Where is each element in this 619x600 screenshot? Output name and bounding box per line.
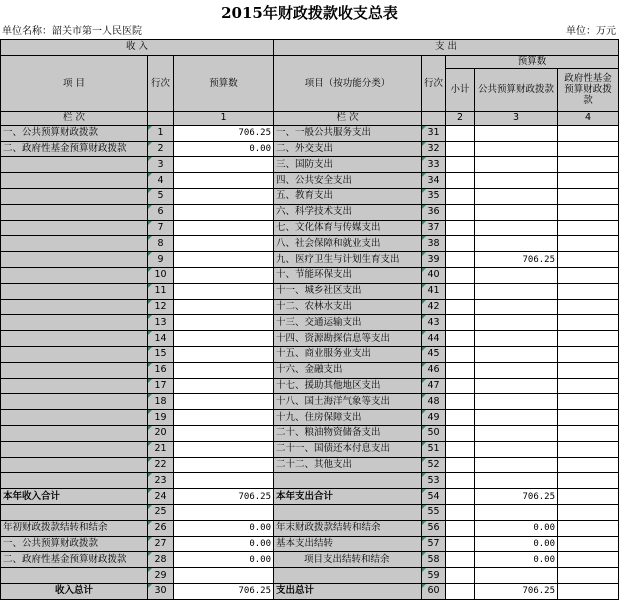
table-row <box>1 204 619 220</box>
income-budget-cell <box>174 220 274 236</box>
gov-fund-cell <box>558 457 619 473</box>
income-item-cell <box>1 157 148 173</box>
gov-fund-cell <box>558 346 619 362</box>
income-item-cell <box>1 394 148 410</box>
gov-fund-cell <box>558 299 619 315</box>
expense-item-cell: 项目支出结转和结余 <box>274 552 422 568</box>
col-number-4: 4 <box>558 111 619 125</box>
income-budget-cell: 706.25 <box>174 583 274 599</box>
income-item-cell <box>1 204 148 220</box>
table-row <box>1 473 619 489</box>
income-budget-cell <box>174 362 274 378</box>
gov-fund-cell <box>558 267 619 283</box>
expense-seq-cell: 48 <box>422 394 446 410</box>
income-seq-cell: 11 <box>148 283 174 299</box>
subtotal-cell <box>446 283 475 299</box>
budget-group-header: 预算数 <box>446 55 619 68</box>
expense-seq-cell: 37 <box>422 220 446 236</box>
income-budget-cell <box>174 283 274 299</box>
expense-item-cell: 二十、粮油物资储备支出 <box>274 425 422 441</box>
table-row <box>1 520 619 536</box>
expense-item-cell: 年末财政拨款结转和结余 <box>274 520 422 536</box>
public-budget-cell <box>475 267 558 283</box>
public-budget-cell <box>475 394 558 410</box>
expense-seq-cell: 44 <box>422 331 446 347</box>
expense-item-cell: 十九、住房保障支出 <box>274 410 422 426</box>
income-item-header: 项 目 <box>1 55 148 111</box>
income-item-cell <box>1 267 148 283</box>
income-budget-cell <box>174 473 274 489</box>
col-label-income: 栏 次 <box>1 111 148 125</box>
income-seq-cell: 18 <box>148 394 174 410</box>
income-budget-cell <box>174 394 274 410</box>
table-row <box>1 173 619 189</box>
income-budget-cell <box>174 441 274 457</box>
gov-fund-cell <box>558 204 619 220</box>
expense-seq-header: 行次 <box>422 55 446 111</box>
income-budget-cell: 0.00 <box>174 520 274 536</box>
income-item-cell: 本年收入合计 <box>1 489 148 505</box>
public-budget-cell <box>475 236 558 252</box>
expense-seq-cell: 46 <box>422 362 446 378</box>
expense-item-cell: 十六、金融支出 <box>274 362 422 378</box>
income-seq-cell: 15 <box>148 346 174 362</box>
expense-item-cell: 九、医疗卫生与计划生育支出 <box>274 252 422 268</box>
public-budget-cell <box>475 346 558 362</box>
expense-seq-cell: 53 <box>422 473 446 489</box>
expense-item-cell: 三、国防支出 <box>274 157 422 173</box>
expense-seq-cell: 42 <box>422 299 446 315</box>
expense-seq-cell: 47 <box>422 378 446 394</box>
public-budget-cell <box>475 315 558 331</box>
income-budget-cell <box>174 267 274 283</box>
income-seq-cell: 14 <box>148 331 174 347</box>
public-budget-cell: 0.00 <box>475 520 558 536</box>
income-budget-cell <box>174 252 274 268</box>
public-budget-cell <box>475 141 558 157</box>
table-row <box>1 331 619 347</box>
gov-fund-cell <box>558 536 619 552</box>
income-budget-cell <box>174 204 274 220</box>
income-budget-cell <box>174 568 274 584</box>
income-item-cell: 年初财政拨款结转和结余 <box>1 520 148 536</box>
table-row <box>1 536 619 552</box>
income-budget-cell <box>174 315 274 331</box>
subtotal-cell <box>446 473 475 489</box>
col-number-2: 2 <box>446 111 475 125</box>
expense-seq-cell: 43 <box>422 315 446 331</box>
expense-item-cell <box>274 504 422 520</box>
subtotal-cell <box>446 173 475 189</box>
income-seq-cell: 24 <box>148 489 174 505</box>
table-row <box>1 425 619 441</box>
income-item-cell <box>1 173 148 189</box>
income-item-cell <box>1 283 148 299</box>
subtotal-cell <box>446 410 475 426</box>
gov-fund-cell <box>558 315 619 331</box>
subtotal-cell <box>446 378 475 394</box>
gov-fund-cell <box>558 568 619 584</box>
income-item-cell: 二、政府性基金预算财政拨款 <box>1 552 148 568</box>
income-seq-cell: 12 <box>148 299 174 315</box>
income-budget-cell <box>174 457 274 473</box>
gov-fund-cell <box>558 441 619 457</box>
expense-item-cell: 四、公共安全支出 <box>274 173 422 189</box>
income-seq-cell: 7 <box>148 220 174 236</box>
public-budget-cell <box>475 173 558 189</box>
report-title: 2015年财政拨款收支总表 <box>221 4 398 22</box>
table-row <box>1 267 619 283</box>
table-row <box>1 378 619 394</box>
expense-item-cell: 八、社会保障和就业支出 <box>274 236 422 252</box>
income-seq-cell: 22 <box>148 457 174 473</box>
income-budget-cell <box>174 346 274 362</box>
income-item-cell <box>1 568 148 584</box>
expense-item-cell: 六、科学技术支出 <box>274 204 422 220</box>
income-seq-cell: 9 <box>148 252 174 268</box>
income-item-cell: 二、政府性基金预算财政拨款 <box>1 141 148 157</box>
income-seq-cell: 29 <box>148 568 174 584</box>
public-budget-cell <box>475 568 558 584</box>
expense-seq-cell: 45 <box>422 346 446 362</box>
subtotal-cell <box>446 236 475 252</box>
income-seq-cell: 6 <box>148 204 174 220</box>
public-budget-cell <box>475 283 558 299</box>
subtotal-cell <box>446 188 475 204</box>
income-item-cell <box>1 346 148 362</box>
income-budget-cell <box>174 331 274 347</box>
col-number-1: 1 <box>174 111 274 125</box>
expense-item-cell: 一、一般公共服务支出 <box>274 125 422 141</box>
gov-fund-cell <box>558 425 619 441</box>
col-number-3: 3 <box>475 111 558 125</box>
budget-table <box>0 39 619 600</box>
income-seq-cell: 20 <box>148 425 174 441</box>
gov-fund-cell <box>558 125 619 141</box>
income-seq-cell: 26 <box>148 520 174 536</box>
public-budget-cell <box>475 473 558 489</box>
public-budget-cell: 706.25 <box>475 489 558 505</box>
public-budget-cell <box>475 125 558 141</box>
table-row <box>1 489 619 505</box>
income-item-cell <box>1 457 148 473</box>
table-row <box>1 346 619 362</box>
expense-item-cell: 十八、国土海洋气象等支出 <box>274 394 422 410</box>
subtotal-cell <box>446 362 475 378</box>
gov-fund-cell <box>558 236 619 252</box>
expense-seq-cell: 36 <box>422 204 446 220</box>
gov-fund-cell <box>558 394 619 410</box>
income-item-cell: 收入总计 <box>1 583 148 599</box>
gov-fund-cell <box>558 378 619 394</box>
income-budget-cell: 0.00 <box>174 552 274 568</box>
expense-seq-cell: 41 <box>422 283 446 299</box>
gov-fund-header: 政府性基金预算财政拨款 <box>558 68 619 111</box>
income-seq-cell: 27 <box>148 536 174 552</box>
expense-seq-cell: 51 <box>422 441 446 457</box>
expense-seq-cell: 59 <box>422 568 446 584</box>
expense-item-cell: 基本支出结转 <box>274 536 422 552</box>
subtotal-cell <box>446 552 475 568</box>
income-item-cell <box>1 410 148 426</box>
gov-fund-cell <box>558 520 619 536</box>
expense-seq-cell: 54 <box>422 489 446 505</box>
income-seq-cell: 23 <box>148 473 174 489</box>
expense-item-cell: 十三、交通运输支出 <box>274 315 422 331</box>
expense-seq-cell: 31 <box>422 125 446 141</box>
subtotal-cell <box>446 489 475 505</box>
table-row <box>1 394 619 410</box>
subtotal-cell <box>446 204 475 220</box>
subtotal-cell <box>446 252 475 268</box>
table-row <box>1 220 619 236</box>
expense-item-cell: 二十二、其他支出 <box>274 457 422 473</box>
public-budget-cell: 706.25 <box>475 252 558 268</box>
expense-item-cell: 二、外交支出 <box>274 141 422 157</box>
income-item-cell <box>1 504 148 520</box>
gov-fund-cell <box>558 489 619 505</box>
public-budget-cell: 706.25 <box>475 583 558 599</box>
income-item-cell <box>1 252 148 268</box>
table-row <box>1 157 619 173</box>
subtotal-cell <box>446 346 475 362</box>
income-seq-header: 行次 <box>148 55 174 111</box>
subtotal-cell <box>446 536 475 552</box>
public-budget-cell: 0.00 <box>475 536 558 552</box>
income-seq-cell: 30 <box>148 583 174 599</box>
expense-item-cell: 十七、援助其他地区支出 <box>274 378 422 394</box>
expense-seq-cell: 32 <box>422 141 446 157</box>
income-item-cell <box>1 236 148 252</box>
gov-fund-cell <box>558 473 619 489</box>
public-budget-cell <box>475 362 558 378</box>
income-header: 收 入 <box>1 40 274 56</box>
gov-fund-cell <box>558 141 619 157</box>
income-budget-cell: 706.25 <box>174 125 274 141</box>
income-budget-cell <box>174 410 274 426</box>
expense-seq-cell: 40 <box>422 267 446 283</box>
income-budget-cell <box>174 504 274 520</box>
subtotal-cell <box>446 568 475 584</box>
public-budget-cell <box>475 410 558 426</box>
table-row <box>1 457 619 473</box>
table-row <box>1 315 619 331</box>
expense-item-cell: 十二、农林水支出 <box>274 299 422 315</box>
income-item-cell <box>1 425 148 441</box>
income-budget-cell: 706.25 <box>174 489 274 505</box>
subtotal-cell <box>446 425 475 441</box>
income-seq-cell: 25 <box>148 504 174 520</box>
public-budget-cell <box>475 299 558 315</box>
public-budget-cell <box>475 425 558 441</box>
gov-fund-cell <box>558 252 619 268</box>
expense-seq-cell: 33 <box>422 157 446 173</box>
expense-item-cell: 十五、商业服务业支出 <box>274 346 422 362</box>
table-row <box>1 236 619 252</box>
gov-fund-cell <box>558 504 619 520</box>
income-seq-cell: 13 <box>148 315 174 331</box>
public-budget-cell <box>475 204 558 220</box>
subtotal-cell <box>446 315 475 331</box>
expense-item-cell: 十四、资源勘探信息等支出 <box>274 331 422 347</box>
income-item-cell <box>1 315 148 331</box>
income-budget-cell <box>174 299 274 315</box>
expense-seq-cell: 57 <box>422 536 446 552</box>
income-item-cell <box>1 362 148 378</box>
income-seq-cell: 5 <box>148 188 174 204</box>
public-budget-cell <box>475 441 558 457</box>
expense-item-cell: 支出总计 <box>274 583 422 599</box>
table-row <box>1 441 619 457</box>
income-budget-cell <box>174 425 274 441</box>
income-seq-cell: 4 <box>148 173 174 189</box>
expense-item-cell: 七、文化体育与传媒支出 <box>274 220 422 236</box>
subtotal-cell <box>446 141 475 157</box>
col-label-income-seq <box>148 111 174 125</box>
expense-item-cell: 本年支出合计 <box>274 489 422 505</box>
income-seq-cell: 21 <box>148 441 174 457</box>
gov-fund-cell <box>558 583 619 599</box>
income-item-cell <box>1 473 148 489</box>
public-budget-cell <box>475 331 558 347</box>
col-label-expense: 栏 次 <box>274 111 422 125</box>
expense-item-cell <box>274 473 422 489</box>
expense-seq-cell: 39 <box>422 252 446 268</box>
income-item-cell <box>1 378 148 394</box>
income-item-cell <box>1 188 148 204</box>
expense-seq-cell: 52 <box>422 457 446 473</box>
expense-header: 支 出 <box>274 40 619 56</box>
expense-item-cell: 二十一、国债还本付息支出 <box>274 441 422 457</box>
table-row <box>1 125 619 141</box>
subtotal-cell <box>446 504 475 520</box>
subtotal-cell <box>446 299 475 315</box>
col-label-expense-seq <box>422 111 446 125</box>
subtotal-cell <box>446 331 475 347</box>
table-row <box>1 188 619 204</box>
public-budget-cell <box>475 188 558 204</box>
subtotal-cell <box>446 394 475 410</box>
expense-seq-cell: 56 <box>422 520 446 536</box>
income-budget-cell: 0.00 <box>174 536 274 552</box>
expense-seq-cell: 58 <box>422 552 446 568</box>
income-seq-cell: 3 <box>148 157 174 173</box>
income-seq-cell: 17 <box>148 378 174 394</box>
public-budget-cell: 0.00 <box>475 552 558 568</box>
income-item-cell <box>1 441 148 457</box>
income-seq-cell: 10 <box>148 267 174 283</box>
expense-item-header: 项目（按功能分类） <box>274 55 422 111</box>
public-budget-cell <box>475 457 558 473</box>
income-seq-cell: 1 <box>148 125 174 141</box>
income-budget-cell <box>174 378 274 394</box>
subtotal-cell <box>446 457 475 473</box>
expense-item-cell: 十一、城乡社区支出 <box>274 283 422 299</box>
gov-fund-cell <box>558 283 619 299</box>
income-seq-cell: 19 <box>148 410 174 426</box>
subtotal-cell <box>446 441 475 457</box>
org-name: 单位名称：韶关市第一人民医院 <box>2 26 142 37</box>
expense-item-cell: 五、教育支出 <box>274 188 422 204</box>
subtotal-header: 小计 <box>446 68 475 111</box>
income-item-cell <box>1 331 148 347</box>
income-seq-cell: 2 <box>148 141 174 157</box>
expense-seq-cell: 55 <box>422 504 446 520</box>
expense-item-cell <box>274 568 422 584</box>
gov-fund-cell <box>558 331 619 347</box>
subtotal-cell <box>446 125 475 141</box>
table-row <box>1 504 619 520</box>
gov-fund-cell <box>558 220 619 236</box>
income-budget-cell <box>174 173 274 189</box>
money-unit: 单位：万元 <box>566 26 616 37</box>
income-budget-cell <box>174 188 274 204</box>
table-row <box>1 552 619 568</box>
table-row <box>1 299 619 315</box>
income-item-cell: 一、公共预算财政拨款 <box>1 536 148 552</box>
table-row <box>1 410 619 426</box>
subtotal-cell <box>446 520 475 536</box>
table-row <box>1 283 619 299</box>
expense-item-cell: 十、节能环保支出 <box>274 267 422 283</box>
gov-fund-cell <box>558 173 619 189</box>
gov-fund-cell <box>558 362 619 378</box>
expense-seq-cell: 38 <box>422 236 446 252</box>
expense-seq-cell: 50 <box>422 425 446 441</box>
income-seq-cell: 28 <box>148 552 174 568</box>
subtotal-cell <box>446 220 475 236</box>
table-row <box>1 568 619 584</box>
income-budget-cell: 0.00 <box>174 141 274 157</box>
public-budget-cell <box>475 157 558 173</box>
subtotal-cell <box>446 267 475 283</box>
gov-fund-cell <box>558 188 619 204</box>
income-item-cell <box>1 299 148 315</box>
income-seq-cell: 16 <box>148 362 174 378</box>
gov-fund-cell <box>558 157 619 173</box>
public-budget-cell <box>475 220 558 236</box>
gov-fund-cell <box>558 552 619 568</box>
gov-fund-cell <box>558 410 619 426</box>
income-item-cell <box>1 220 148 236</box>
table-row <box>1 141 619 157</box>
expense-seq-cell: 49 <box>422 410 446 426</box>
table-row <box>1 583 619 599</box>
table-row <box>1 252 619 268</box>
public-budget-cell <box>475 378 558 394</box>
public-budget-cell <box>475 504 558 520</box>
subtotal-cell <box>446 583 475 599</box>
income-budget-header: 预算数 <box>174 55 274 111</box>
public-budget-header: 公共预算财政拨款 <box>475 68 558 111</box>
income-seq-cell: 8 <box>148 236 174 252</box>
income-item-cell: 一、公共预算财政拨款 <box>1 125 148 141</box>
expense-seq-cell: 35 <box>422 188 446 204</box>
income-budget-cell <box>174 236 274 252</box>
income-budget-cell <box>174 157 274 173</box>
expense-seq-cell: 60 <box>422 583 446 599</box>
table-row <box>1 362 619 378</box>
expense-seq-cell: 34 <box>422 173 446 189</box>
subtotal-cell <box>446 157 475 173</box>
